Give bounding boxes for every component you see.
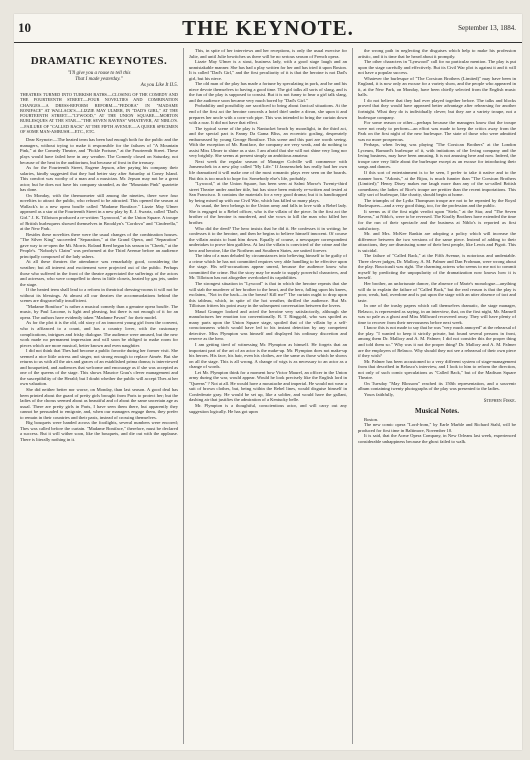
paragraph: I do not believe that they had ever played together before. The talks and blocks proved that they would have appeared better advantage after rehearsing for another fortnight. What they do is individually clever; but they are a variety troupe, not a burlesque company. xyxy=(358,97,516,120)
paragraph: The failure of "Called Back," at the Fifth Avenue, is notorious and undeniable. Three clever judges, Dr. Mallory, A. M. Palmer and Dan Frohman, were wrong about the play. Boucicault was right. The charming actress who seems to me not to commit myself by predicting the unpopularity of the dramatization now knows how it is herself. xyxy=(358,253,516,281)
paragraph: The old man of the play has made a fortune by speculating in pork, and he and his niece devote themselves to having a good time. The girl talks all sorts of slang, and is the fun of the play is supposed to consist. But it is not funny to hear a girl talk slang, and the audience soon became very much bored by "Dad's Girl." xyxy=(189,81,347,103)
column-3-body xyxy=(358,48,516,397)
paragraph: "Lywood," at the Union Square, has been seen at Salmi Morse's Twenty-third street Theatre under another title, but has since been entirely re-written and tested at San Francisco. It contains the materials for a very good drama; but it is handicapped by being mixed up with our Civil War, which has killed so many plays. xyxy=(189,181,347,203)
paragraph: Maud Granger looked and acted the heroine very satisfactorily, although she manufactures her emotion too conventionally. B. T. Ringgold, who was spoiled as many parts upon the Union Square stage, spoiled that of the villain by a self-consciousness which would have led to his instant detection by any competent detective. Miss Plympton was himself and displayed his ordinary discretion and reserve as the hero. xyxy=(189,308,347,342)
epigraph-text: "I'll give you a rouse to tell this That I made yesterday." xyxy=(67,71,131,82)
paragraph: The strongest situation in "Lywood" is that in which the heroine repeats that she will stab the murderer of her brother to the heart, and the hero, falling upon his knees, exclaims, "Not in the back—in the breast! Kill me!" The curtain ought to drop upon this tableau, which, in spite of the hot weather, thrilled the audience. But Mr. Tillotson fritters his point away in the subsequent conversation between the lovers. xyxy=(189,280,347,309)
paragraph: Yours faithfully, xyxy=(364,391,394,397)
column-2 xyxy=(189,48,347,744)
page-number: 10 xyxy=(18,20,31,35)
column-2-body xyxy=(189,48,347,414)
paragraph: The triumphs of the Lydia Thompson troupe are not to be repeated by the Royal Burlesquers—and a very good thing, too, for the profession and the public. xyxy=(358,197,516,209)
paragraph: As usual, the hero belongs to the Union army and falls in love with a Rebel lady. She is engaged to a Rebel officer, who is the villain of the piece. In the first act the brother of the heroine is murdered, and she vows to kill the man who killed her brother. xyxy=(189,203,347,225)
paragraph: Who did the deed? The hero insists that he did it. He confesses it in writing; he confesses it to the heroine, and then he begins to believe himself innocent. Of course the villain assists to hunt him down. Equally of course, a newspaper correspondent undertakes to prove him guiltless. At last the villain is convicted of the crime and the hero and heroine, like the Northern and Southern States, are united forever. xyxy=(189,225,347,253)
paragraph: It seems as if the first night verdict upon "Stelo," at the Star, and "The Seven Ravens," at Niblo's, were to be reversed. The Kiralfy Brothers have extended the time for the run of their spectacle and the business at Niblo's is reported as first satisfactory. xyxy=(358,208,516,231)
section-heading: Musical Notes. xyxy=(415,407,459,415)
musical-notes-body xyxy=(358,417,516,445)
paragraph: The other characters in "Lynwood" call for no particular mention. The play is put upon the stage carefully and effectively. But its Civil War plot is against it and it will not have a popular success. xyxy=(358,59,516,76)
page-header xyxy=(14,14,522,42)
paragraph: Probability and possibility are sacrificed to bring about farcical situations. At the end of the first act the heroine conceals a hotel thief under a divan, she upon it and prepares her uncle with a corn-cob pipe. This was intended to bring the curtain down with a roar. It did not have that effect. xyxy=(189,103,347,126)
paragraph: Perhaps, when Irving was playing "The Corsican Brothers" at the London Lyceum, Barnard's burlesque of it, with imitations of the Irving company and the Irving business, may have been amusing. It is not amusing here and now. Indeed, the troupe care very little about the burlesque except as an excuse for introducing their songs and dances. xyxy=(358,142,516,170)
paragraph: The idea of a man deluded by circumstances into believing himself to be guilty of a crime which he has not committed requires very able handling to be effective upon the stage. His self-accusations appear unreal, because the audience know who committed the crime. But the story may be made to supply powerful characters, and Mr. Tillotson has not altogether overlooked its capabilities. xyxy=(189,253,347,281)
paragraph: Dear Keynote:—The heated term has been bad enough both for the public and the managers, without trying to make it responsible for the failures of "A Mountain Pink," at the Comedy Theatre, and "Pickle Fortune," at the Fourteenth Street. These plays would have failed here in any weather. The Comedy closed on Saturday, not because of the heat in the auditorium, but because of frost in the treasury. xyxy=(20,137,178,165)
paragraph: "Madame Boniface" is rather a musical comedy than a genuine opera bouffe. The music, by Paul Lacome, is light and pleasing, but there is not enough of it for an opera. The authors have evidently taken "Madame Favart" for their model. xyxy=(20,303,178,320)
paragraph: In one of the trashy papers which call themselves dramatic, the stage manager, Belasco, is represented as saying, in an interview, that, on the first night, Mr. Mansell was so pale as a ghost and Miss Millward recovered away. They will have plenty of time to recover from their nervousness before next week. xyxy=(358,303,516,325)
paragraph: On Monday, with the thermometer still among the nineties, there were four novelties to attract the public, who refused to be attracted. This opened the season at Wallack's to a new opera bouffe called "Madame Boniface." Lizzie May Ulmer appeared as a star at the Fourteenth Street in a new play by E. J. Swartz, called "Dad's Girl." J. K. Tillotson produced a re-written "Lynwood," at the Union Square. A troupe of British burlesquers showed themselves in Brooklyn's "Cordova" and "Cinderella," at the New Park. xyxy=(20,192,178,232)
paragraph: Besides these novelties there were the usual changes of the combination houses. "The Silver King" succeeded "Separation," at the Grand Opera, and "Separation" gave way to re-open the Mt. Morris. Roland Reed began his season in "Cheek," at the People's. "Nobody's Claim" was performed at the Third Avenue before an audience principally composed of the lady ushers. xyxy=(20,231,178,259)
paragraph: As for the plot it is the old, old story of an innocent young girl from the convent, who is affianced to a count, and has a country lover, with the customary complications, intrigues and frisky dialogue. The audience were amused, but the new work made no permanent impression and will soon be obliged to make room for pieces which are more musical, better known and even naughtier. xyxy=(20,320,178,348)
paragraph: Lizzie May Ulmer is a stout, business lady, with a good stage laugh and an unmistakable manner. She has had a play written for her and has tried it upon Boston. It is called "Dad's Girl," and the first peculiarity of it is that the heroine is not Dad's girl, but his niece. xyxy=(189,59,347,81)
column-3 xyxy=(358,48,516,744)
header-rule xyxy=(14,42,522,43)
paragraph: Next week the regular season of Manager Colville will commence with Jansenschek in a new play called "My Life." If Jansenschek has really had her own life dramatized it will make one of the most romantic plays ever seen on the boards. But this is too much to hope for. Somebody else's life, probably. xyxy=(189,158,347,181)
paragraph: If the heated term shall lead to a reform in theatrical dressing-rooms it will not be without its blessings. At almost all our theatres the accommodations behind the scenes are disgracefully insufficient. xyxy=(20,287,178,304)
paragraph: the wrong path in neglecting the disguises which help to make his profession artistic, and it is time that he heard about it promptly. xyxy=(358,48,516,59)
signature: Stephen Fiske. xyxy=(483,399,516,405)
epigraph-attribution: As you Like It II.5. xyxy=(140,83,178,88)
paragraph: Big bouquets were handed across the footlights, several numbers were encored; Thes was called before the curtain. "Madame Boniface," therefore, must be declared a success. But it will wither soon, like the bouquets, and die out with the applause. There is literally nothing in it. xyxy=(20,420,178,442)
paragraph: Let Mr. Plympton think for a moment how Victor Maurel, an officer in the Union army during the war, would appear. Would he look precisely like the English lord in "Queens" ? Not at all. He would have a moustache and imperial. He would not wear a suit of brown clothes, but, being within the Rebel lines, would disguise himself in Confederate gray. He would be set up, like a soldier, and would have the gallant, dashing air that justifies the admiration of a Kentucky belle. xyxy=(189,369,347,403)
issue-date: September 13, 1884. xyxy=(458,24,516,32)
paragraph: For some reason or other—perhaps because the managers know that the troupe were not ready to perform—an effort was made to keep the critics away from the Park on the first night of the new burlesque. The state of those who were admitted was no more prosperous. xyxy=(358,120,516,142)
epigraph xyxy=(20,71,178,89)
paragraph: Boston. xyxy=(364,416,379,422)
paragraph: Mr. Palmer has been accustomed to a very different system of stage-management from that described in Belasco's interview, and I look to him to reform the direction, not only of such comic speculations as "Called Back," but of the Madison Square Theatre. xyxy=(358,358,516,381)
paragraph: She did neither better nor worse, on Monday, than last season. A good deal has been printed about the guard of pretty girls brought from Paris to protect her; but the ladies of the chorus seemed about as beautiful and of about the same uncertain age as usual. There are pretty girls in Paris, I have seen them there, but apparently they cannot be persuaded to emigrate, and, when our managers engage them, they prefer to remain in their countries and their pasts, instead of crossing themselves. xyxy=(20,386,178,420)
column-divider xyxy=(183,48,184,744)
paragraph: The new comic opera "Lord-from," by Earle Marble and Richard Stahl, will be produced for first time in Baltimore, November 10. xyxy=(358,422,516,433)
paragraph: If this sort of entertainment is to be seen, I prefer to take it native and to the manner born. "Adonis," at the Bijou, is much funnier than "The Corsican Brothers (Limited);" Henry Dixey makes me laugh more than any of the so-called British comedians; the ladies of Rice's troupe are prettier than the recent importations. This silly sort of burlesque, like charity, should begin at home. xyxy=(358,170,516,198)
paragraph: On Tuesday "May Blossom" reached its 150th representation, and a souvenir album containing twenty photographs of the play was presented to the ladies. xyxy=(358,380,516,392)
column-1-body xyxy=(20,137,178,442)
paragraph: At all these theatres the attendance was remarkably good, considering the weather; but all interest and excitement were projected out of the public. Perhaps those who suffered in the front of the theatre appreciated the sufferings of the actors and actresses, who were compelled to dress in little closets, heated by gas jets, under the stage. xyxy=(20,259,178,287)
column-1 xyxy=(20,48,178,744)
paragraph: This, in spite of her interviews and her receptions, is only the usual exercise for Julie, and until Julie bewitches us there will be no serious season of French opera. xyxy=(189,48,347,59)
paragraph: Whatever the burlesque of "The Corsican Brothers (Limited)" may have been in England, it is now only an excuse for a variety show, and the people who appeared in it, at the New Park, on Monday, have been chiefly selected from the English music halls. xyxy=(358,75,516,98)
paragraph: It is said, that the Acme Opera Company, in New Orleans last week, experienced considerable unhappiness because the ghost failed to walk. xyxy=(358,433,516,444)
column-divider xyxy=(352,48,353,744)
newspaper-page xyxy=(14,14,522,750)
paragraph: Mr. and Mrs. McKee Rankin are adopting a policy which will increase the difference between the two versions of the same piece. Instead of adding to their attractions, they are dismissing some of their best people, like Lewis and Pigott. This is suicidal. xyxy=(358,231,516,253)
paragraph: I know this is not made to say that he was "very much annoyed" at the rehearsal of the play. "I wanted to keep it strictly private, but found several persons in front, among them Dr. Mallory and A. M. Palmer; I did not consider this the proper thing and told them so." Why was it not the proper thing? Dr. Mallory and A. M. Palmer are the employers of Belasco. Why should they not see a rehearsal of their own piece if they wish? xyxy=(358,325,516,359)
paragraph: Her brother, an unfortunate dancer, the absence of Marie's monologue—anything will do to explain the failure of "Called Back," but the real reason is that the play is poor, weak, bad, overdone and is put upon the stage with an utter absence of tact and taste. xyxy=(358,280,516,303)
article-title: DRAMATIC KEYNOTES. xyxy=(30,55,168,67)
masthead: THE KEYNOTE. xyxy=(182,16,354,40)
article-summary: THEATRES TURNED INTO TURKISH BATHS.—CLOSING OF THE COMEDY AND THE FOURTEENTH STREET.—FOUR NOVELTIES AND COMBINATION CHANGES.—A DRESS-REFORM REFORM.—"FEDORA" IN "MADAME BONIFACE" AT WALLACK'S.—LIZZIE MAY ULMER, IN "DAD'S GIRL," AT THE FOURTEENTH STREET.—"LYWOOD," AT THE UNION SQUARE.—MORTON BURLESQUES AT THE STAR.—"THE SEVEN RAVENS" WHATEVER, AT NIBLO'S.—FAILURE OF "CALLED BACK" AT THE FIFTH AVENUE.—A QUEER SPECIMEN OF SOME MAN-AMBUSH.—ETC., ETC. xyxy=(20,92,178,135)
paragraph: Mr. Plympton is a thoughtful, conscientious actor, and will carry out any suggestion logically. He has got upon xyxy=(189,403,347,414)
paragraph: I am getting tired of witnessing Mr. Plympton as himself. He forgets that an important part of the art of an actor is the make-up. Mr. Plympton does not make-up his heroes. His face, his hair, even his clothes, are the same as those which he shows on all the stage. This is all wrong. A change of wigs is as necessary to an actor as a change of words. xyxy=(189,341,347,370)
paragraph: As for the Fourteenth Street, Eugene Jepson, after paying his company their salaries, kindly suggested that they had better stay after Saturday at Coney Island. This comfort was worthy of a man and a musician. Mr. Jepson may not be a great actor; but he does not have his company stranded, as the "Mountain Pink" quartette has done. xyxy=(20,165,178,193)
paragraph: I did not think that Thes had become a public favorite during her former visit. She seemed a nice little actress and singer, not strong enough to replace Aimée. But she returns to us with all the airs and graces of an established prima donna; is interviewed and bouquetted, and audiences that welcome and encourage as if she was accepted as one of the queens of the stage. This shows Maurice Grau's clever management and the susceptibility of the Herald; but I doubt whether the public will accept Thes at her own valuation. xyxy=(20,348,178,387)
paragraph: The typical scene of the play is Nantucket beach by moonlight, in the third act, and the special part is Fanny Da Gama Bliss, an eccentric gosling, desperately embarrassed by young George Boniface. This scene and this part are worth seeing. With the exception of Mr. Boniface, the company are very weak, and do nothing to assist Miss Ulmer to shine as a star. I am afraid that she will not shine very long nor very brightly. She seems at present simply an ambitious amateur. xyxy=(189,125,347,159)
